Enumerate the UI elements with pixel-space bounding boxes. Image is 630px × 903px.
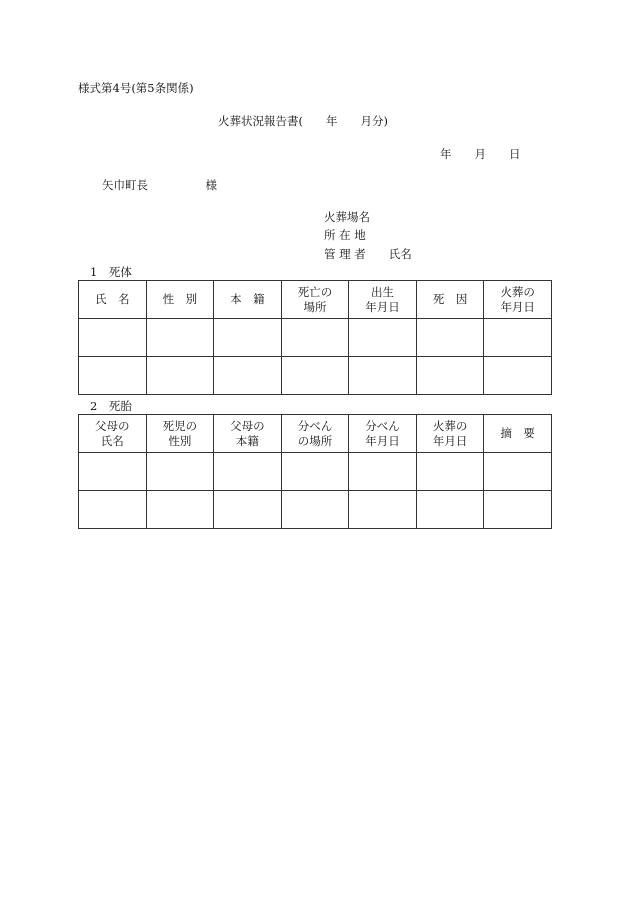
column-header: 分べん の場所 — [281, 415, 349, 453]
table-cell[interactable] — [146, 453, 214, 491]
location-label: 所 在 地 — [324, 228, 366, 242]
header-row — [79, 281, 552, 319]
column-header: 死児の 性別 — [146, 415, 214, 453]
table-cell[interactable] — [79, 453, 147, 491]
table-cell[interactable] — [214, 453, 282, 491]
column-header: 氏 名 — [79, 281, 147, 319]
column-header: 摘 要 — [484, 415, 552, 453]
table-cell[interactable] — [349, 357, 417, 395]
column-header: 本 籍 — [214, 281, 282, 319]
report-date: 年 月 日 — [440, 147, 521, 161]
column-header: 父母の 本籍 — [214, 415, 282, 453]
column-header: 性 別 — [146, 281, 214, 319]
table-cell[interactable] — [484, 453, 552, 491]
table-cell[interactable] — [146, 319, 214, 357]
table-cell[interactable] — [484, 357, 552, 395]
table-cell[interactable] — [214, 491, 282, 529]
table-row — [79, 319, 552, 357]
table-cell[interactable] — [416, 319, 484, 357]
crematorium-name-label: 火葬場名 — [324, 210, 370, 224]
table-cell[interactable] — [281, 491, 349, 529]
addressee: 矢巾町長 様 — [102, 178, 217, 192]
table-cell[interactable] — [214, 319, 282, 357]
column-header: 分べん 年月日 — [349, 415, 417, 453]
table-cell[interactable] — [416, 357, 484, 395]
table-cell[interactable] — [79, 491, 147, 529]
table-row — [79, 357, 552, 395]
column-header: 火葬の 年月日 — [416, 415, 484, 453]
table-cell[interactable] — [146, 491, 214, 529]
table-cell[interactable] — [79, 319, 147, 357]
table-cell[interactable] — [79, 357, 147, 395]
column-header: 死 因 — [416, 281, 484, 319]
column-header: 出生 年月日 — [349, 281, 417, 319]
table-cell[interactable] — [281, 319, 349, 357]
table-cell[interactable] — [416, 491, 484, 529]
corpse-table — [78, 280, 552, 395]
table-cell[interactable] — [281, 357, 349, 395]
stillbirth-table — [78, 414, 552, 529]
table-cell[interactable] — [214, 357, 282, 395]
section1-heading: 1 死体 — [90, 265, 132, 279]
table-cell[interactable] — [484, 491, 552, 529]
table-cell[interactable] — [416, 453, 484, 491]
form-number: 様式第4号(第5条関係) — [78, 81, 194, 95]
column-header: 父母の 氏名 — [79, 415, 147, 453]
table-row — [79, 491, 552, 529]
document-title: 火葬状況報告書( 年 月分) — [218, 114, 388, 128]
table-cell[interactable] — [281, 453, 349, 491]
column-header: 火葬の 年月日 — [484, 281, 552, 319]
table-cell[interactable] — [349, 491, 417, 529]
header-row — [79, 415, 552, 453]
column-header: 死亡の 場所 — [281, 281, 349, 319]
table-cell[interactable] — [484, 319, 552, 357]
manager-label: 管 理 者 氏名 — [324, 247, 412, 261]
table-cell[interactable] — [349, 453, 417, 491]
section2-heading: 2 死胎 — [90, 399, 132, 413]
table-cell[interactable] — [146, 357, 214, 395]
table-row — [79, 453, 552, 491]
table-cell[interactable] — [349, 319, 417, 357]
